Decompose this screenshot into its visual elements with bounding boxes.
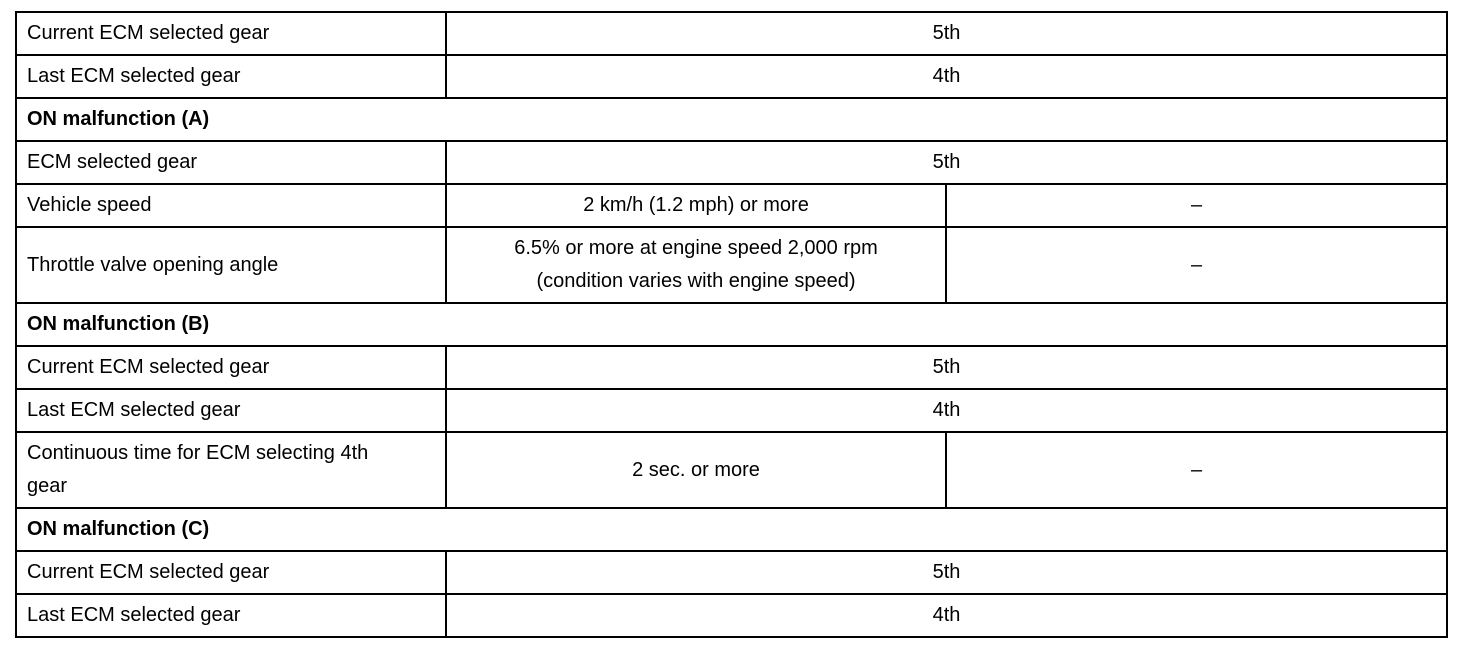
row-value (446, 227, 946, 303)
section-header-row (16, 98, 1447, 141)
row-label: Last ECM selected gear (16, 389, 446, 432)
row-label: Current ECM selected gear (16, 551, 446, 594)
section-header: ON malfunction (A) (16, 98, 1447, 141)
row-value: 5th (446, 12, 1447, 55)
row-value: 4th (446, 594, 1447, 637)
section-header: ON malfunction (B) (16, 303, 1447, 346)
section-header: ON malfunction (C) (16, 508, 1447, 551)
row-label (16, 432, 446, 508)
table-row (16, 432, 1447, 508)
row-value: 5th (446, 551, 1447, 594)
row-label: Current ECM selected gear (16, 346, 446, 389)
section-header-row (16, 303, 1447, 346)
table-row (16, 141, 1447, 184)
table-row (16, 184, 1447, 227)
row-value: 4th (446, 55, 1447, 98)
condition-table (15, 11, 1448, 638)
row-value: 4th (446, 389, 1447, 432)
section-header-row (16, 508, 1447, 551)
row-label: Throttle valve opening angle (16, 227, 446, 303)
row-value: 5th (446, 141, 1447, 184)
row-value-line: (condition varies with engine speed) (536, 270, 856, 292)
row-value: 2 sec. or more (446, 432, 946, 508)
row-value-line: 6.5% or more at engine speed 2,000 rpm (514, 237, 878, 259)
table-row (16, 389, 1447, 432)
row-label: ECM selected gear (16, 141, 446, 184)
row-label-line: Continuous time for ECM selecting 4th (27, 442, 369, 464)
row-value: 5th (446, 346, 1447, 389)
row-label: Last ECM selected gear (16, 55, 446, 98)
row-label: Current ECM selected gear (16, 12, 446, 55)
condition-table-container (15, 11, 1446, 638)
table-row (16, 12, 1447, 55)
row-label: Last ECM selected gear (16, 594, 446, 637)
table-row (16, 551, 1447, 594)
row-extra: – (946, 227, 1447, 303)
row-extra: – (946, 432, 1447, 508)
row-label-line: gear (27, 475, 68, 497)
row-extra: – (946, 184, 1447, 227)
table-row (16, 346, 1447, 389)
row-label: Vehicle speed (16, 184, 446, 227)
table-row (16, 594, 1447, 637)
table-row (16, 55, 1447, 98)
row-value: 2 km/h (1.2 mph) or more (446, 184, 946, 227)
table-row (16, 227, 1447, 303)
